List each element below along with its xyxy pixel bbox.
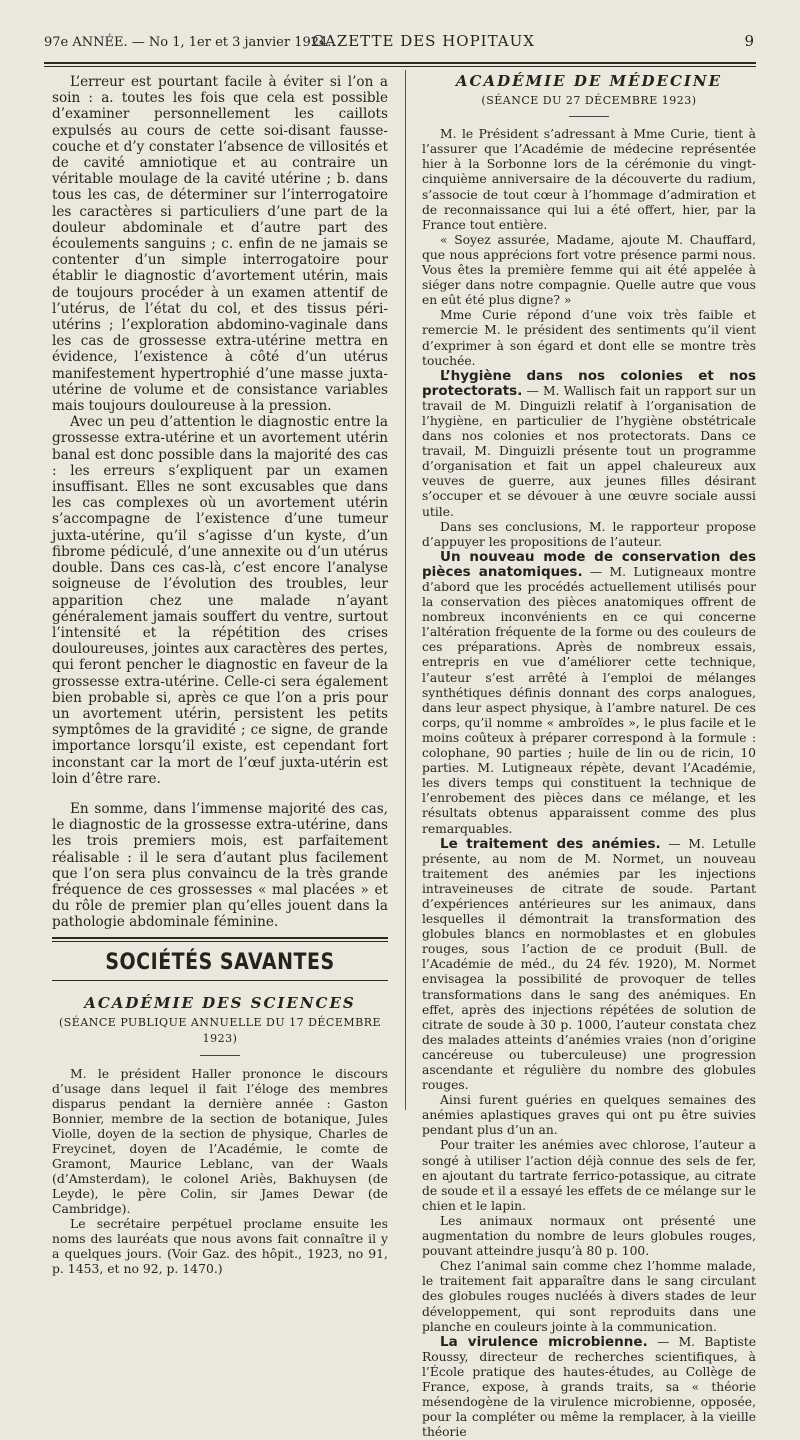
page-number: 9 — [744, 32, 754, 50]
header-rule-thick — [44, 62, 756, 64]
short-rule — [200, 1055, 240, 1056]
hygiene-paragraph — [422, 369, 756, 520]
virulence-heading: La virulence microbienne. — [440, 1333, 648, 1350]
academy-sciences-subtitle: (SÉANCE PUBLIQUE ANNUELLE DU 17 DÉCEMBRE 1923) — [58, 1015, 382, 1046]
article-paragraph: L’erreur est pourtant facile à éviter si l’on a soin : a. toutes les fois que cela est possible d’examiner personnellement les caillots expulsés au cours de cette soi-disant fausse-couche et d’y constater l’absence de villosités et de cavité amniotique et au contraire un véritable moulage de la cavité utérine ; b. dans tous les cas, de déterminer sur l’interrogatoire les caractères si particuliers d’une part de la douleur abdominale et d’autre part des écoulements sanguins ; c. enfin de ne jamais se contenter d’un simple interrogatoire pour établir le diagnostic d’avortement utérin, mais de toujours procéder à un examen attentif de l’utérus, de l’état du col, et des tissus péri-utérins ; l’exploration abdomino-vaginale dans les cas de grossesse extra-utérine mettra en évidence, l’existence à côté d’un utérus manifestement hypertrophié d’une masse juxta-utérine de volume et de consistance variables mais toujours douloureuse à la pression. — [52, 74, 388, 415]
intro-paragraph: Mme Curie répond d’une voix très faible et remercie M. le président des sentiments qu’il vient d’exprimer à son égard et dont elle se montre très touchée. — [422, 308, 756, 368]
hygiene-text: — M. Wallisch fait un rapport sur un travail de M. Dinguizli relatif à l’organisation de l’hygiène, en particulier de l’hygiène obstétricale dans nos colonies et nos protectorats. Dans ce travail, M. Dinguizli présente tout un programme d’organisation et fait un appel chaleureux aux veuves de guerre, aux jeunes filles désirant s’occuper et se dévouer à une œuvre sociale aussi utile. — [422, 383, 756, 519]
virulence-text: — M. Baptiste Roussy, directeur de recherches scientifiques, à l’École pratique des hautes-études, au Collège de France, expose, à grands traits, sa « théorie mésendogène de la virulence microbienne, opposée, pour la compléter ou même la remplacer, à la vieille théorie — [422, 1334, 756, 1440]
issue-info: 97e ANNÉE. — No 1, 1er et 3 janvier 1924. — [44, 35, 332, 50]
section-heading-rule — [52, 980, 388, 981]
article-paragraph: Avec un peu d’attention le diagnostic entre la grossesse extra-utérine et un avortement utérin banal est donc possible dans la majorité des cas : les erreurs s’expliquent par un examen insuffisant. Elles ne sont excusables que dans les cas complexes où un avortement utérin s’accompagne de l’existence d’une tumeur juxta-utérine, qu’il s’agisse d’un kyste, d’un fibrome pédiculé, d’une annexite ou d’un utérus double. Dans ces cas-là, c’est encore l’analyse soigneuse de l’évolution des troubles, leur apparition chez une malade n’ayant généralement jamais souffert du ventre, surtout l’intensité et la répétition des crises douloureuses, jointes aux caractères des pertes, qui feront pencher le diagnostic en faveur de la grossesse extra-utérine. Celle-ci sera également bien probable si, après ce que l’on a pris pour un avortement utérin, persistent les petits symptômes de la gravidité ; ce signe, de grande importance lorsqu’il existe, est cependant fort inconstant car la mort de l’œuf juxta-utérin est loin d’être rare. — [52, 414, 388, 787]
hygiene-heading: L’hygiène dans nos colonies et nos protectorats. — [422, 367, 756, 399]
article-paragraph: En somme, dans l’immense majorité des cas, le diagnostic de la grossesse extra-utérine, dans les trois premiers mois, est parfaitement réalisable : il le sera d’autant plus facilement que l’on sera plus convaincu de la très grande fréquence de ces grossesses « mal placées » et du rôle de premier plan qu’elles jouent dans la pathologie abdominale féminine. — [52, 800, 388, 931]
conservation-paragraph — [422, 550, 756, 837]
column-divider — [405, 70, 406, 1110]
anemia-paragraph: Chez l’animal sain comme chez l’homme malade, le traitement fait apparaître dans le sang circulant des globules rouges nucléés à divers stades de leur développement, qui sont reproduits dans une planche en couleurs jointe à la communication. — [422, 1259, 756, 1334]
left-column — [52, 74, 388, 1276]
hygiene-conclusion: Dans ses conclusions, M. le rapporteur propose d’appuyer les propositions de l’auteur. — [422, 519, 756, 549]
anemia-paragraph: Pour traiter les anémies avec chlorose, l’auteur a songé à utiliser l’action déjà connue des sels de fer, en ajoutant du tartrate ferrico-potassique, au citrate de soude et il a essayé les effets de ce mélange sur le chien et le lapin. — [422, 1138, 756, 1213]
anemia-paragraph: Les animaux normaux ont présenté une augmentation du nombre de leurs globules rouges, pouvant atteindre jusqu’à 80 p. 100. — [422, 1213, 756, 1259]
intro-paragraph: M. le Président s’adressant à Mme Curie, tient à l’assurer que l’Académie de médecine représentée hier à la Sorbonne lors de la cérémonie du vingt-cinquième anniversaire de la découverte du radium, s’associe de tout cœur à l’hommage d’admiration et de reconnaissance qui lui a été offert, hier, par la France tout entière. — [422, 127, 756, 232]
academy-medicine-title: ACADÉMIE DE MÉDECINE — [455, 72, 723, 90]
academy-medicine-subtitle: (SÉANCE DU 27 DÉCEMBRE 1923) — [481, 94, 697, 108]
page-header — [44, 32, 756, 54]
right-column — [422, 74, 756, 1440]
section-heading: SOCIÉTÉS SAVANTES — [105, 948, 335, 975]
anemia-heading: Le traitement des anémies. — [440, 835, 661, 852]
academy-sciences-title: ACADÉMIE DES SCIENCES — [84, 993, 356, 1012]
short-rule — [569, 116, 609, 117]
virulence-paragraph — [422, 1335, 756, 1440]
anemia-paragraph: Ainsi furent guéries en quelques semaines des anémies aplastiques graves qui ont pu être suivies pendant plus d’un an. — [422, 1093, 756, 1138]
conservation-heading: Un nouveau mode de conservation des pièces anatomiques. — [422, 548, 756, 580]
journal-title: GAZETTE DES HOPITAUX — [312, 32, 535, 50]
anemia-paragraph — [422, 837, 756, 1094]
anemia-text: — M. Letulle présente, au nom de M. Normet, un nouveau traitement des anémies par les injections intraveineuses de citrate de soude. Partant d’expériences antérieures sur les animaux, dans lesquelles il démontrait la transformation des globules blancs en normoblastes et en globules rouges, sous l’action de ce produit (Bull. de l’Académie de méd., du 24 fév. 1920), M. Normet envisagea la possibilité de provoquer de telles transformations dans le sang des anémiques. En effet, après des injections répétées de solution de citrate de soude à 30 p. 1000, l’auteur constata chez des malades atteints d’anémies vraies (non d’origine cancéreuse ou tuberculeuse) une progression ascendante et régulière du nombre des globules rouges. — [422, 836, 756, 1093]
section-rule — [52, 937, 388, 942]
academy-paragraph: M. le président Haller prononce le discours d’usage dans lequel il fait l’éloge des membres disparus pendant la dernière année : Gaston Bonnier, membre de la section de botanique, Jules Violle, doyen de la section de physique, Charles de Freycinet, doyen de l’Académie, le comte de Gramont, Maurice Leblanc, van der Waals (d’Amsterdam), le colonel Ariès, Bakhuysen (de Leyde), le père Colin, sir James Dewar (de Cambridge). — [52, 1066, 388, 1217]
academy-paragraph: Le secrétaire perpétuel proclame ensuite les noms des lauréats que nous avons fait connaître il y a quelques jours. (Voir Gaz. des hôpit., 1923, no 91, p. 1453, et no 92, p. 1470.) — [52, 1216, 388, 1277]
header-rule-thin — [44, 66, 756, 67]
intro-paragraph: « Soyez assurée, Madame, ajoute M. Chauffard, que nous apprécions fort votre présence parmi nous. Vous êtes la première femme qui ait été appelée à siéger dans notre compagnie. Quelle autre que vous en eût été plus digne? » — [422, 232, 756, 308]
conservation-text: — M. Lutigneaux montre d’abord que les procédés actuellement utilisés pour la conservation des pièces anatomiques offrent de nombreux inconvénients en ce qui concerne l’altération fréquente de la forme ou des couleurs de ces préparations. Après de nombreux essais, entrepris en vue d’améliorer cette technique, l’auteur s’est arrêté à l’emploi de mélanges synthétiques définis donnant des corps analogues, dans leur aspect physique, à l’ambre naturel. De ces corps, qu’il nomme « ambroïdes », le plus facile et le moins coûteux à préparer correspond à la formule : colophane, 90 parties ; huile de lin ou de ricin, 10 parties. M. Lutigneaux répète, devant l’Académie, les divers temps qui constituent la technique de l’enrobement des pièces dans ce mélange, et les résultats obtenus apparaissent comme des plus remarquables. — [422, 564, 756, 836]
